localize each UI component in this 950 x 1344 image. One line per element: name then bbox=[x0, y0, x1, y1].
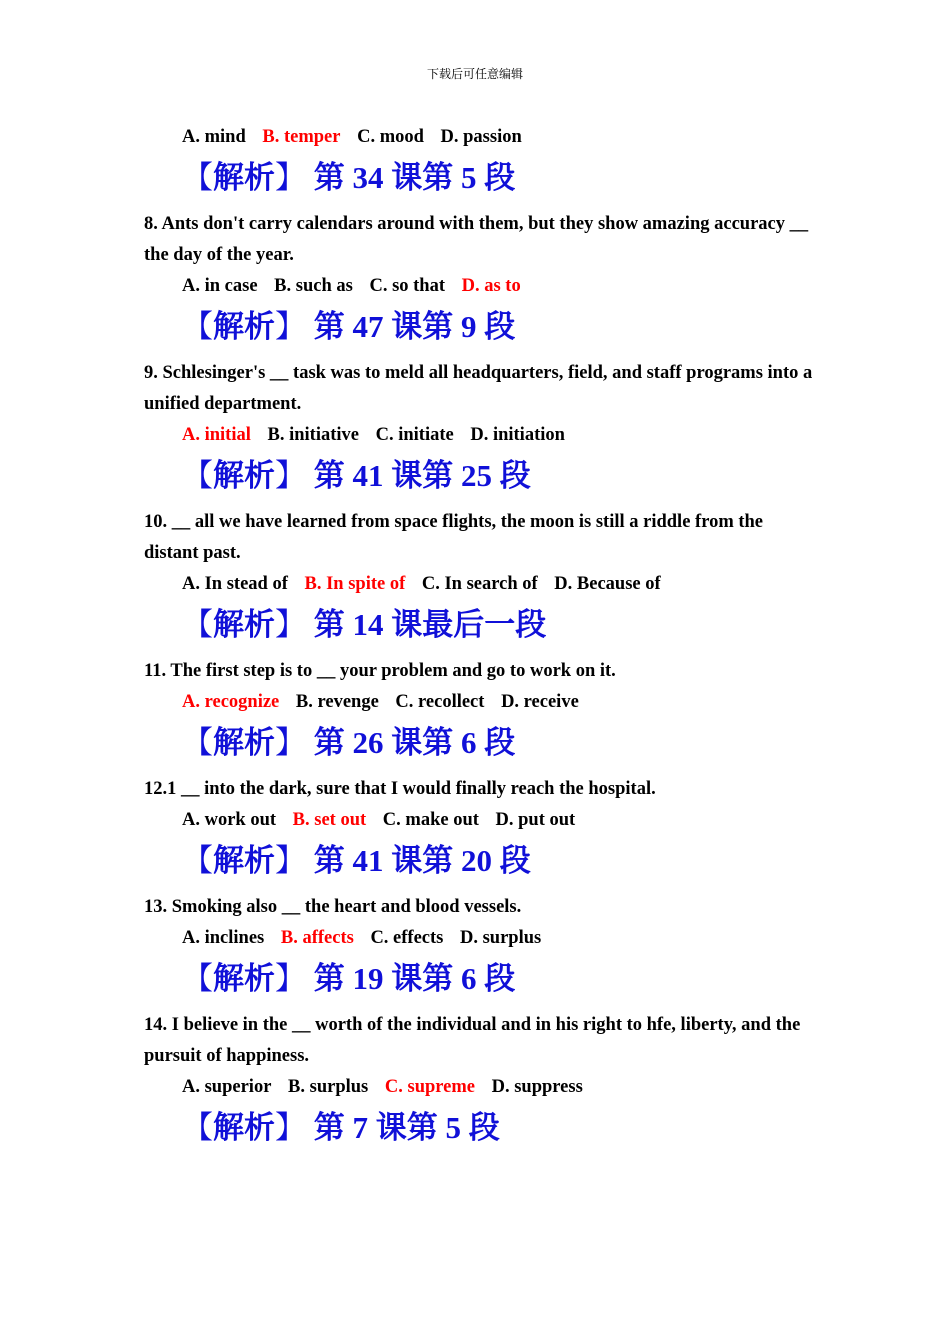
option-c-correct: C. supreme bbox=[384, 1077, 475, 1097]
option-d: D. Because of bbox=[554, 574, 661, 594]
option-a-correct: A. recognize bbox=[182, 692, 280, 712]
option-b: B. such as bbox=[274, 276, 353, 296]
question-item bbox=[144, 656, 814, 765]
question-text: 11. The first step is to __ your problem and go to work on it. bbox=[144, 661, 616, 681]
bracket-left: 【 bbox=[182, 607, 213, 643]
question-item bbox=[144, 892, 814, 1001]
bracket-right: 】 bbox=[275, 961, 306, 997]
question-item bbox=[144, 1010, 814, 1150]
analysis-ref: 第 41 课第 25 段 bbox=[313, 458, 531, 493]
options-row bbox=[144, 420, 814, 450]
question-item bbox=[144, 358, 814, 498]
options-row bbox=[144, 687, 814, 717]
option-b-correct: B. affects bbox=[280, 928, 354, 948]
analysis-line bbox=[144, 721, 814, 765]
option-d: D. passion bbox=[440, 127, 522, 147]
option-c: C. make out bbox=[382, 810, 479, 830]
analysis-line bbox=[144, 1106, 814, 1150]
bracket-right: 】 bbox=[275, 607, 306, 643]
bracket-left: 【 bbox=[182, 309, 213, 345]
page-header: 下载后可任意编辑 bbox=[426, 67, 523, 81]
options-row bbox=[144, 569, 814, 599]
option-c: C. mood bbox=[357, 127, 424, 147]
option-b-correct: B. temper bbox=[262, 127, 341, 147]
question-item bbox=[144, 122, 814, 200]
analysis-line bbox=[144, 156, 814, 200]
bracket-right: 】 bbox=[275, 725, 306, 761]
analysis-ref: 第 34 课第 5 段 bbox=[313, 160, 516, 195]
analysis-ref: 第 7 课第 5 段 bbox=[313, 1110, 500, 1145]
option-a: A. In stead of bbox=[182, 574, 288, 594]
analysis-label: 解析 bbox=[213, 309, 275, 344]
options-row bbox=[144, 923, 814, 953]
analysis-ref: 第 19 课第 6 段 bbox=[313, 961, 516, 996]
question-item bbox=[144, 209, 814, 349]
option-c: C. initiate bbox=[375, 425, 454, 445]
analysis-line bbox=[144, 957, 814, 1001]
analysis-label: 解析 bbox=[213, 458, 275, 493]
question-item bbox=[144, 774, 814, 883]
options-row bbox=[144, 805, 814, 835]
option-b: B. initiative bbox=[267, 425, 359, 445]
option-d: D. surplus bbox=[460, 928, 542, 948]
option-b-correct: B. In spite of bbox=[304, 574, 406, 594]
options-row bbox=[144, 122, 814, 152]
option-c: C. In search of bbox=[421, 574, 538, 594]
option-d: D. initiation bbox=[470, 425, 565, 445]
bracket-left: 【 bbox=[182, 961, 213, 997]
bracket-left: 【 bbox=[182, 458, 213, 494]
option-b-correct: B. set out bbox=[292, 810, 367, 830]
option-b: B. revenge bbox=[295, 692, 379, 712]
option-c: C. effects bbox=[370, 928, 444, 948]
analysis-label: 解析 bbox=[213, 725, 275, 760]
analysis-line bbox=[144, 454, 814, 498]
option-a: A. mind bbox=[182, 127, 246, 147]
analysis-label: 解析 bbox=[213, 961, 275, 996]
analysis-label: 解析 bbox=[213, 607, 275, 642]
analysis-ref: 第 14 课最后一段 bbox=[313, 607, 547, 642]
question-text: 8. Ants don't carry calendars around with them, but they show amazing accuracy __ the day of the year. bbox=[144, 214, 809, 265]
analysis-label: 解析 bbox=[213, 1110, 275, 1145]
option-d: D. suppress bbox=[491, 1077, 583, 1097]
analysis-line bbox=[144, 603, 814, 647]
bracket-left: 【 bbox=[182, 843, 213, 879]
question-text: 9. Schlesinger's __ task was to meld all headquarters, field, and staff programs into a unified department. bbox=[144, 363, 813, 414]
option-a: A. superior bbox=[182, 1077, 272, 1097]
option-d-correct: D. as to bbox=[461, 276, 521, 296]
options-row bbox=[144, 271, 814, 301]
analysis-line bbox=[144, 839, 814, 883]
analysis-ref: 第 47 课第 9 段 bbox=[313, 309, 516, 344]
question-text: 12.1 __ into the dark, sure that I would finally reach the hospital. bbox=[144, 779, 656, 799]
analysis-ref: 第 26 课第 6 段 bbox=[313, 725, 516, 760]
options-row bbox=[144, 1072, 814, 1102]
option-a: A. work out bbox=[182, 810, 277, 830]
analysis-label: 解析 bbox=[213, 160, 275, 195]
question-list bbox=[144, 122, 814, 1159]
question-item bbox=[144, 507, 814, 647]
option-c: C. recollect bbox=[395, 692, 485, 712]
bracket-right: 】 bbox=[275, 843, 306, 879]
question-text: 13. Smoking also __ the heart and blood vessels. bbox=[144, 897, 522, 917]
bracket-right: 】 bbox=[275, 309, 306, 345]
option-d: D. put out bbox=[495, 810, 576, 830]
analysis-label: 解析 bbox=[213, 843, 275, 878]
bracket-right: 】 bbox=[275, 458, 306, 494]
bracket-left: 【 bbox=[182, 160, 213, 196]
option-a-correct: A. initial bbox=[182, 425, 251, 445]
bracket-left: 【 bbox=[182, 1110, 213, 1146]
option-c: C. so that bbox=[369, 276, 445, 296]
bracket-left: 【 bbox=[182, 725, 213, 761]
analysis-line bbox=[144, 305, 814, 349]
bracket-right: 】 bbox=[275, 1110, 306, 1146]
question-text: 14. I believe in the __ worth of the individual and in his right to hfe, liberty, and the pursuit of happiness. bbox=[144, 1015, 801, 1066]
question-text: 10. __ all we have learned from space flights, the moon is still a riddle from the distant past. bbox=[144, 512, 764, 563]
option-b: B. surplus bbox=[288, 1077, 369, 1097]
option-a: A. in case bbox=[182, 276, 258, 296]
option-d: D. receive bbox=[501, 692, 579, 712]
analysis-ref: 第 41 课第 20 段 bbox=[313, 843, 531, 878]
bracket-right: 】 bbox=[275, 160, 306, 196]
option-a: A. inclines bbox=[182, 928, 265, 948]
